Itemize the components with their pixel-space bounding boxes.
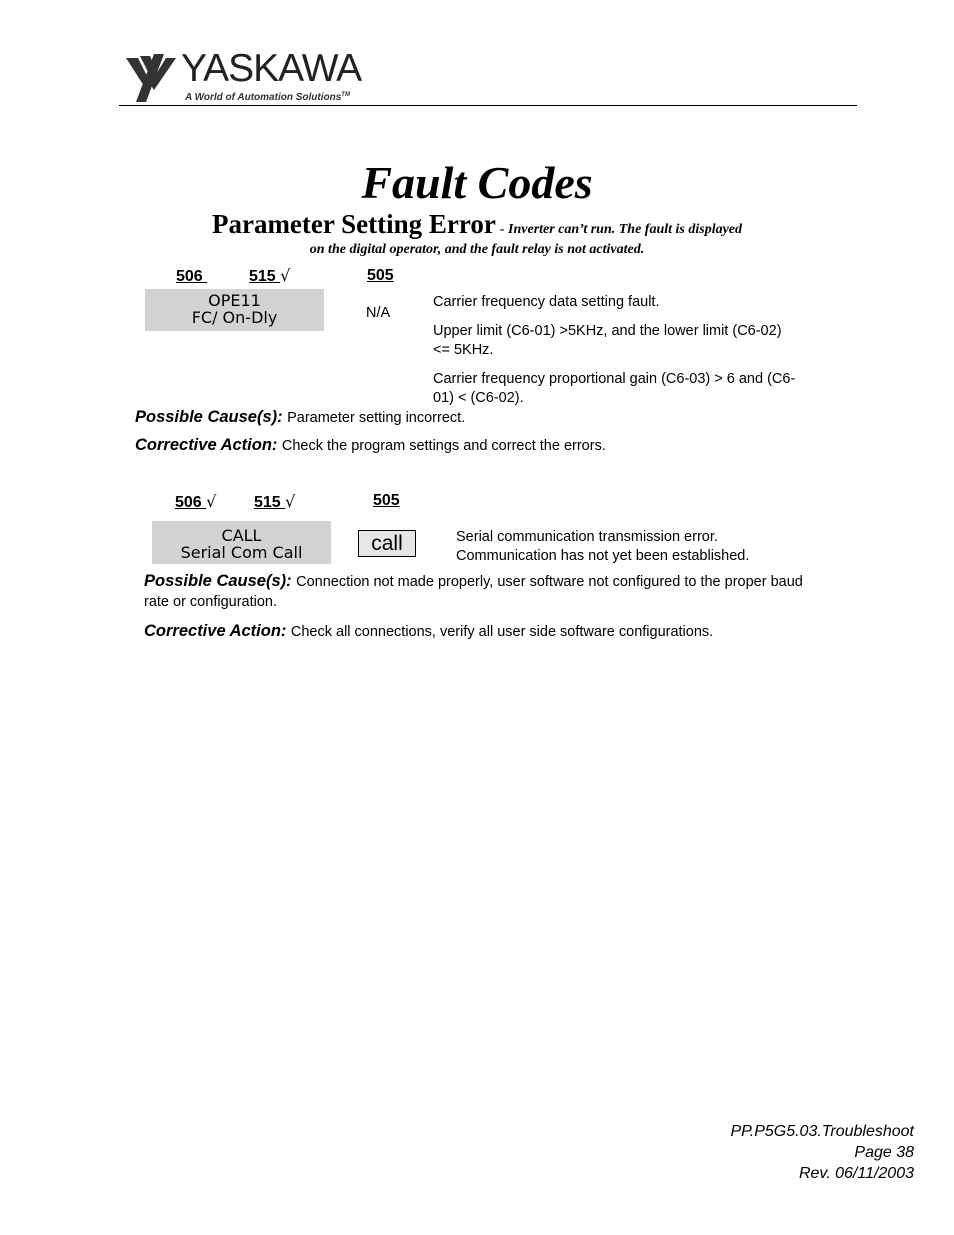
possible-cause (135, 408, 835, 427)
display-text: Serial Com Call (180, 543, 303, 562)
operator-display-box (145, 289, 324, 331)
fault-description: Carrier frequency data setting fault. (433, 294, 660, 310)
code-505-display: call (358, 530, 416, 557)
param-515-label: 515 √ (249, 266, 291, 285)
possible-cause-text: Connection not made properly, user software not configured to the proper baud rate or configuration. (144, 574, 803, 610)
corrective-action (144, 622, 844, 641)
footer-revision: Rev. 06/11/2003 (798, 1165, 914, 1182)
param-506-label: 506 √ (175, 492, 217, 511)
corrective-action-text: Check the program settings and correct the errors. (281, 438, 606, 454)
fault-description: Serial communication transmission error. Communication has not yet been established. (456, 529, 750, 564)
yaskawa-logo-icon (124, 52, 178, 104)
brand-tagline: A World of Automation Solutions™ (185, 92, 350, 103)
footer-doc-id: PP.P5G5.03.Troubleshoot (730, 1123, 914, 1140)
possible-cause-text: Parameter setting incorrect. (287, 410, 466, 426)
brand-name: YASKAWA (181, 47, 362, 90)
display-code: CALL (221, 526, 262, 545)
footer-page-number: Page 38 (854, 1144, 914, 1161)
possible-cause-label: Possible Cause(s): (135, 408, 283, 426)
corrective-action-label: Corrective Action: (135, 436, 278, 454)
section-title-line (0, 209, 954, 240)
fault-description: Carrier frequency proportional gain (C6-03) > 6 and (C6-01) < (C6-02). (433, 371, 796, 406)
section-heading: Parameter Setting Error (211, 209, 496, 239)
check-icon: √ (280, 266, 291, 285)
check-icon: √ (285, 492, 296, 511)
corrective-action (135, 436, 835, 455)
param-505-label: 505 (367, 267, 394, 284)
section-note-line2: on the digital operator, and the fault relay is not activated. (309, 242, 645, 257)
section-note-line1: - Inverter can’t run. The fault is displayed (499, 222, 743, 237)
operator-display-box (152, 521, 331, 564)
display-text: FC/ On-Dly (191, 308, 278, 327)
fault-description: Upper limit (C6-01) >5KHz, and the lower limit (C6-02) <= 5KHz. (433, 323, 782, 358)
param-505-label: 505 (373, 492, 400, 509)
code-505-value: N/A (366, 305, 391, 321)
display-code: OPE11 (208, 291, 261, 310)
check-icon: √ (206, 492, 217, 511)
header-divider (119, 105, 857, 106)
page-title: Fault Codes (361, 157, 593, 208)
corrective-action-label: Corrective Action: (144, 622, 287, 640)
corrective-action-text: Check all connections, verify all user side software configurations. (290, 624, 714, 640)
possible-cause-label: Possible Cause(s): (144, 572, 292, 590)
param-515-label: 515 √ (254, 492, 296, 511)
possible-cause (144, 571, 804, 612)
param-506-label: 506 (176, 268, 208, 285)
